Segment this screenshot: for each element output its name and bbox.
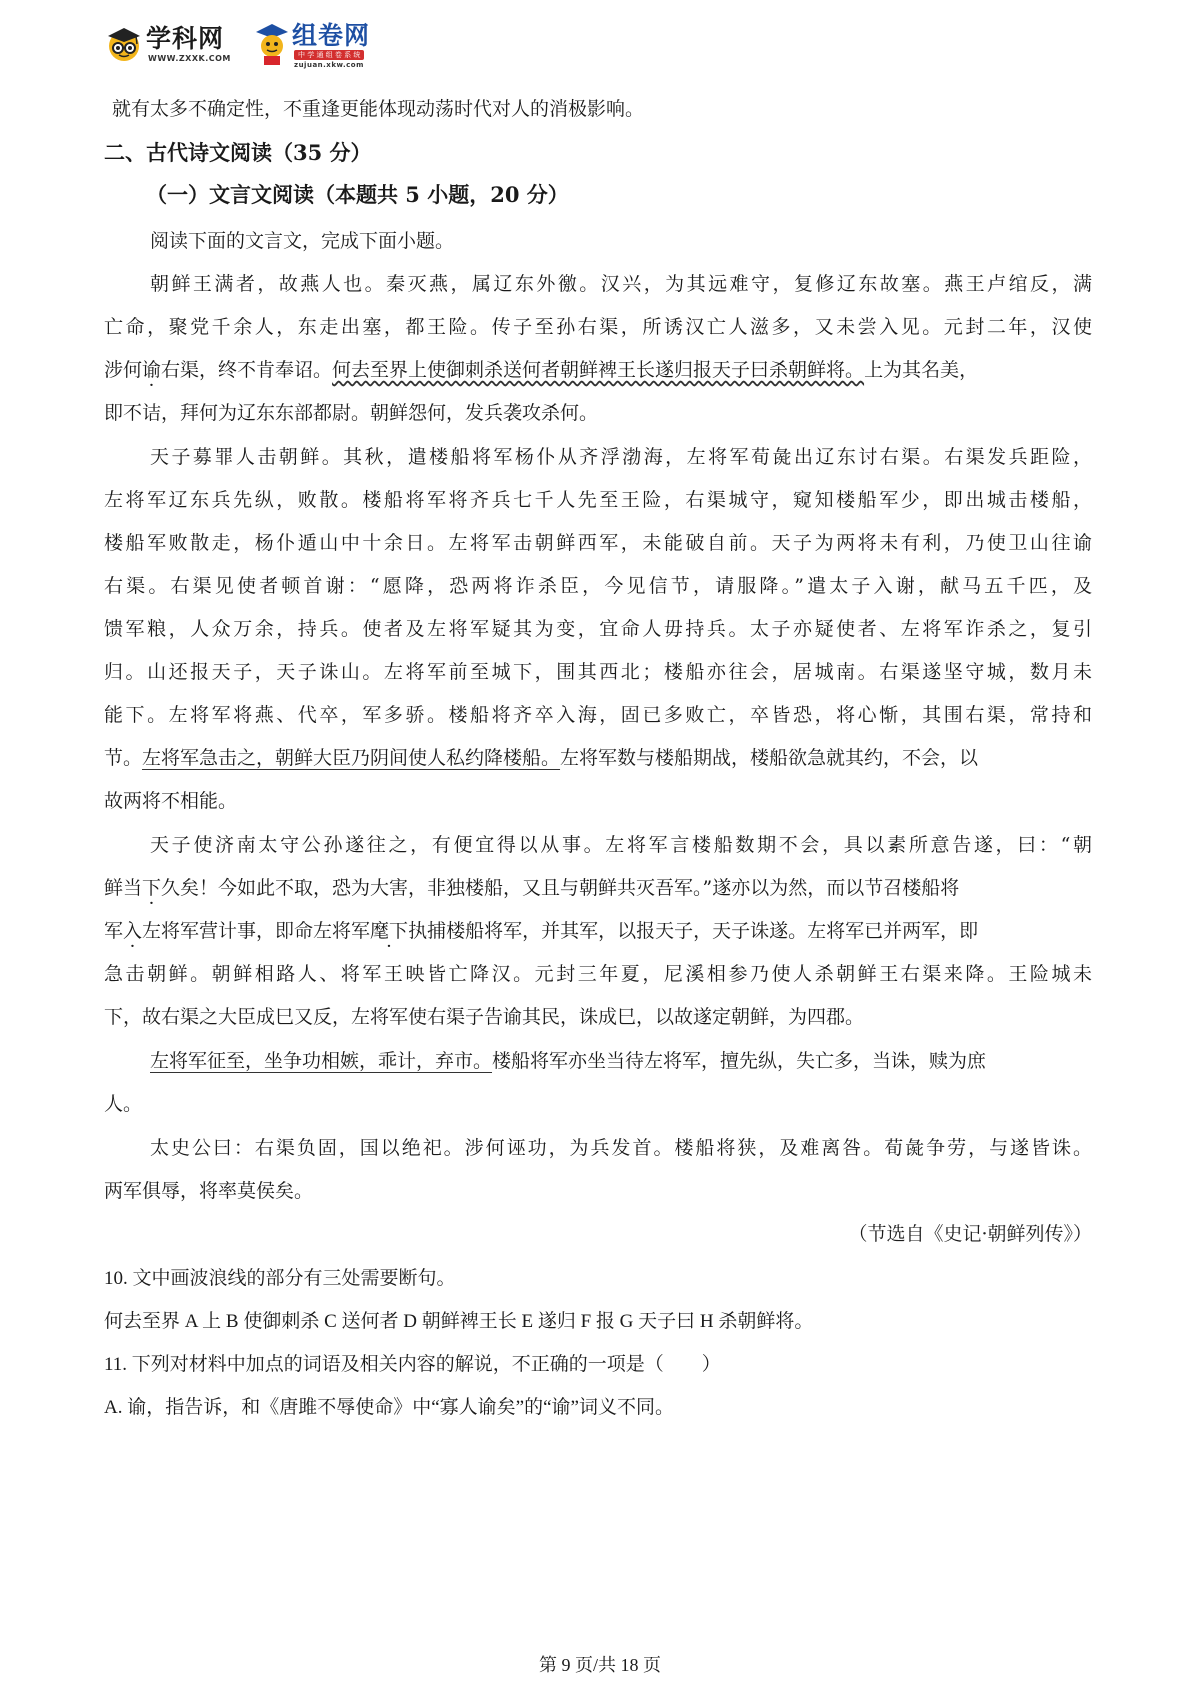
xuekewang-mascot-icon: [104, 24, 144, 64]
zujuanwang-logo-badge: 中 学 通 组 卷 系 统: [294, 50, 364, 60]
dotted-word-yu: 谕: [142, 359, 162, 381]
dotted-word-ru: 入: [123, 920, 143, 942]
underlined-sentence: 左将军征至，坐争功相嫉，乖计，弃市。: [150, 1050, 493, 1072]
question-10-stem: 10. 文中画波浪线的部分有三处需要断句。: [104, 1268, 456, 1289]
xuekewang-logo[interactable]: [104, 20, 244, 68]
question-11-stem: 11. 下列对材料中加点的词语及相关内容的解说，不正确的一项是（ ）: [104, 1354, 721, 1375]
passage-line: 人。: [104, 1093, 143, 1115]
zujuanwang-logo[interactable]: [254, 20, 404, 68]
passage-line: 朝鲜王满者，故燕人也。秦灭燕，属辽东外徼。汉兴，为其远难守，复修辽东故塞。燕王卢绾反，满: [150, 273, 1092, 295]
passage-line: 下，故右渠之大臣成巳又反，左将军使右渠子告谕其民，诛成巳，以故遂定朝鲜，为四郡。: [104, 1006, 865, 1028]
passage-line: 左将军辽东兵先纵，败散。楼船将军将齐兵七千人先至王险，右渠城守，窥知楼船军少，即出城击楼船，: [104, 489, 1092, 511]
question-10-text: 何去至界 A 上 B 使御刺杀 C 送何者 D 朝鲜裨王长 E 遂归 F 报 G 天子曰 H 杀朝鲜将。: [104, 1311, 814, 1332]
section-title: 二、古代诗文阅读（35 分）: [104, 140, 372, 165]
dotted-word-huixia: 麾下: [370, 920, 409, 942]
passage-line: 两军俱辱，将率莫侯矣。: [104, 1180, 314, 1202]
dotted-word-xia: 下: [142, 877, 162, 899]
passage-line: 故两将不相能。: [104, 790, 238, 812]
passage-line: 右渠。右渠见使者顿首谢：“愿降，恐两将诈杀臣，今见信节，请服降。”遣太子入谢，献马五千匹，及: [104, 575, 1092, 597]
xuekewang-logo-text: 学科网: [146, 24, 225, 53]
passage-line: 楼船军败散走，杨仆遁山中十余日。左将军击朝鲜西军，未能破自前。天子为两将未有利，乃使卫山往谕: [104, 532, 1092, 554]
question-11-option-a: A. 谕，指告诉，和《唐雎不辱使命》中“寡人谕矣”的“谕”词义不同。: [104, 1397, 674, 1418]
passage-source: （节选自《史记·朝鲜列传》）: [848, 1223, 1092, 1245]
underlined-sentence: 左将军急击之，朝鲜大臣乃阴间使人私约降楼船。: [142, 747, 561, 769]
passage-line: 天子募罪人击朝鲜。其秋，遣楼船将军杨仆从齐浮渤海，左将军荀彘出辽东讨右渠。右渠发兵距险，: [150, 446, 1092, 468]
xuekewang-logo-url: WWW.ZXXK.COM: [148, 54, 231, 63]
sub-section-title: （一）文言文阅读（本题共 5 小题，20 分）: [146, 182, 569, 207]
header-logos: [104, 20, 524, 68]
passage-line-with-underline: 节。左将军急击之，朝鲜大臣乃阴间使人私约降楼船。左将军数与楼船期战，楼船欲急就其约，不会，以: [104, 747, 979, 769]
passage-line: 太史公曰：右渠负固，国以绝祀。涉何诬功，为兵发首。楼船将狭，及难离咎。荀彘争劳，与遂皆诛。: [150, 1137, 1092, 1159]
zujuanwang-logo-url: zujuan.xkw.com: [294, 61, 364, 69]
zujuanwang-mascot-icon: [254, 22, 290, 66]
passage-line: 急击朝鲜。朝鲜相路人、将军王映皆亡降汉。元封三年夏，尼溪相参乃使人杀朝鲜王右渠来降。王险城未: [104, 963, 1092, 985]
reading-instruction: 阅读下面的文言文，完成下面小题。: [150, 230, 455, 252]
passage-line: 归。山还报天子，天子诛山。左将军前至城下，围其西北；楼船亦往会，居城南。右渠遂坚守城，数月未: [104, 661, 1092, 683]
passage-line: 军入左将军营计事，即命左将军麾下执捕楼船将军，并其军，以报天子，天子诛遂。左将军已并两军，即: [104, 920, 979, 942]
passage-line: 能下。左将军将燕、代卒，军多骄。楼船将齐卒入海，固已多败亡，卒皆恐，将心惭，其围右渠，常持和: [104, 704, 1092, 726]
passage-line: 鲜当下久矣！今如此不取，恐为大害，非独楼船，又且与朝鲜共灭吾军。”遂亦以为然，而以节召楼船将: [104, 877, 960, 899]
passage-line: 馈军粮，人众万余，持兵。使者及左将军疑其为变，宜命人毋持兵。太子亦疑使者、左将军诈杀之，复引: [104, 618, 1092, 640]
passage-line: 天子使济南太守公孙遂往之，有便宜得以从事。左将军言楼船数期不会，具以素所意告遂，曰：“朝: [150, 834, 1092, 856]
carryover-paragraph: 就有太多不确定性，不重逢更能体现动荡时代对人的消极影响。: [112, 98, 645, 120]
passage-line-with-underline: 左将军征至，坐争功相嫉，乖计，弃市。楼船将军亦坐当待左将军，擅先纵，失亡多，当诛，赎为庶: [150, 1050, 987, 1072]
wavy-underlined-sentence: 何去至界上使御刺杀送何者朝鲜裨王长遂归报天子曰杀朝鲜将。: [332, 359, 865, 381]
passage-line: 亡命，聚党千余人，东走出塞，都王险。传子至孙右渠，所诱汉亡人滋多，又未尝入见。元封二年，汉使: [104, 316, 1092, 338]
page-number: 第 9 页/共 18 页: [538, 1655, 661, 1675]
zujuanwang-logo-text: 组卷网: [292, 21, 371, 50]
passage-line-with-wavy: 涉何谕右渠，终不肯奉诏。何去至界上使御刺杀送何者朝鲜裨王长遂归报天子曰杀朝鲜将。上为其名美，: [104, 359, 979, 381]
passage-line: 即不诘，拜何为辽东东部都尉。朝鲜怨何，发兵袭攻杀何。: [104, 402, 599, 424]
